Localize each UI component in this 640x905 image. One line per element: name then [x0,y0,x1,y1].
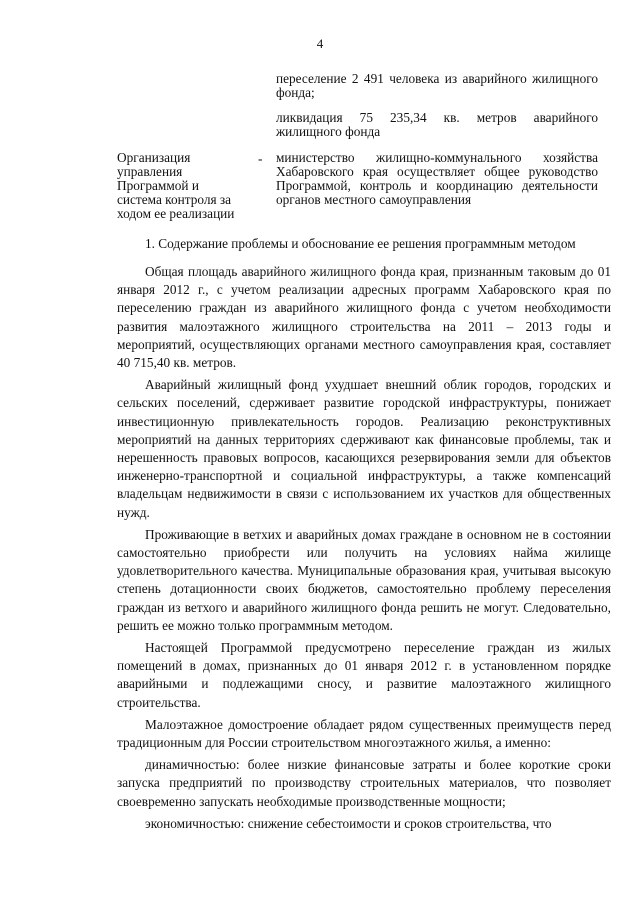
paragraph: Настоящей Программой предусмотрено переселение граждан из жилых помещений в домах, признанных до 01 января 2012 г. в установленном порядке аварийными и подлежащими сносу, и развитие малоэтажного жилищного строительства. [117,640,611,710]
paragraph: Проживающие в ветхих и аварийных домах граждане в основном не в состоянии самостоятельно приобрести или получить на условиях найма жилище удовлетворительного качества. Муниципальные образования края, учитывая высокую степень дотационности своих бюджетов, самостоятельно проблему переселения граждан из ветхого и аварийного жилищного фонда решить не могут. Следовательно, решить ее можно только программным методом. [117,526,611,633]
paragraph: Аварийный жилищный фонд ухудшает внешний облик городов, городских и сельских поселений, сдерживает развитие городской инфраструктуры, понижает инвестиционную привлекательность городов. Реализацию реконструктивных мероприятий на данных территориях сдерживают как финансовые проблемы, так и нерешенность правовых вопросов, касающихся резервирования земли для объектов инженерно-транспортной и социальной инфраструктуры, а также компенсаций владельцам недвижимости в связи с использованием их участков для общественных нужд. [117,377,611,520]
body-text [117,263,611,833]
passport-row-label: Организация управления Программой и система контроля за ходом ее реализации [117,150,235,221]
section-heading: 1. Содержание проблемы и обоснование ее решения программным методом [145,236,576,251]
passport-row-value: министерство жилищно-коммунального хозяйства Хабаровского края осуществляет общее руководство Программой, контроль и координацию деятельности органов местного самоуправления [276,150,598,207]
paragraph: динамичностью: более низкие финансовые затраты и более короткие сроки запуска предприятий по производству строительных материалов, что позволяет своевременно запускать необходимые производственные мощности; [117,757,611,809]
passport-row-dash: - [258,151,263,166]
paragraph: экономичностью: снижение себестоимости и сроков строительства, что [145,815,552,831]
passport-continuation-resettlement: переселение 2 491 человека из аварийного жилищного фонда; [276,71,598,100]
page-number: 4 [316,36,324,51]
paragraph: Общая площадь аварийного жилищного фонда края, признанным таковым до 01 января 2012 г., с учетом реализации адресных программ Хабаровского края по переселению граждан из аварийного жилищного фонда с учетом необходимости развития малоэтажного жилищного строительства на 2011 – 2013 годы и мероприятий, осуществляющих органами местного самоуправления края, составляет 40 715,40 кв. метров. [117,264,611,371]
passport-continuation-liquidation: ликвидация 75 235,34 кв. метров аварийного жилищного фонда [276,110,598,139]
paragraph: Малоэтажное домостроение обладает рядом существенных преимуществ перед традиционным для России строительством многоэтажного жилья, а именно: [117,716,611,751]
